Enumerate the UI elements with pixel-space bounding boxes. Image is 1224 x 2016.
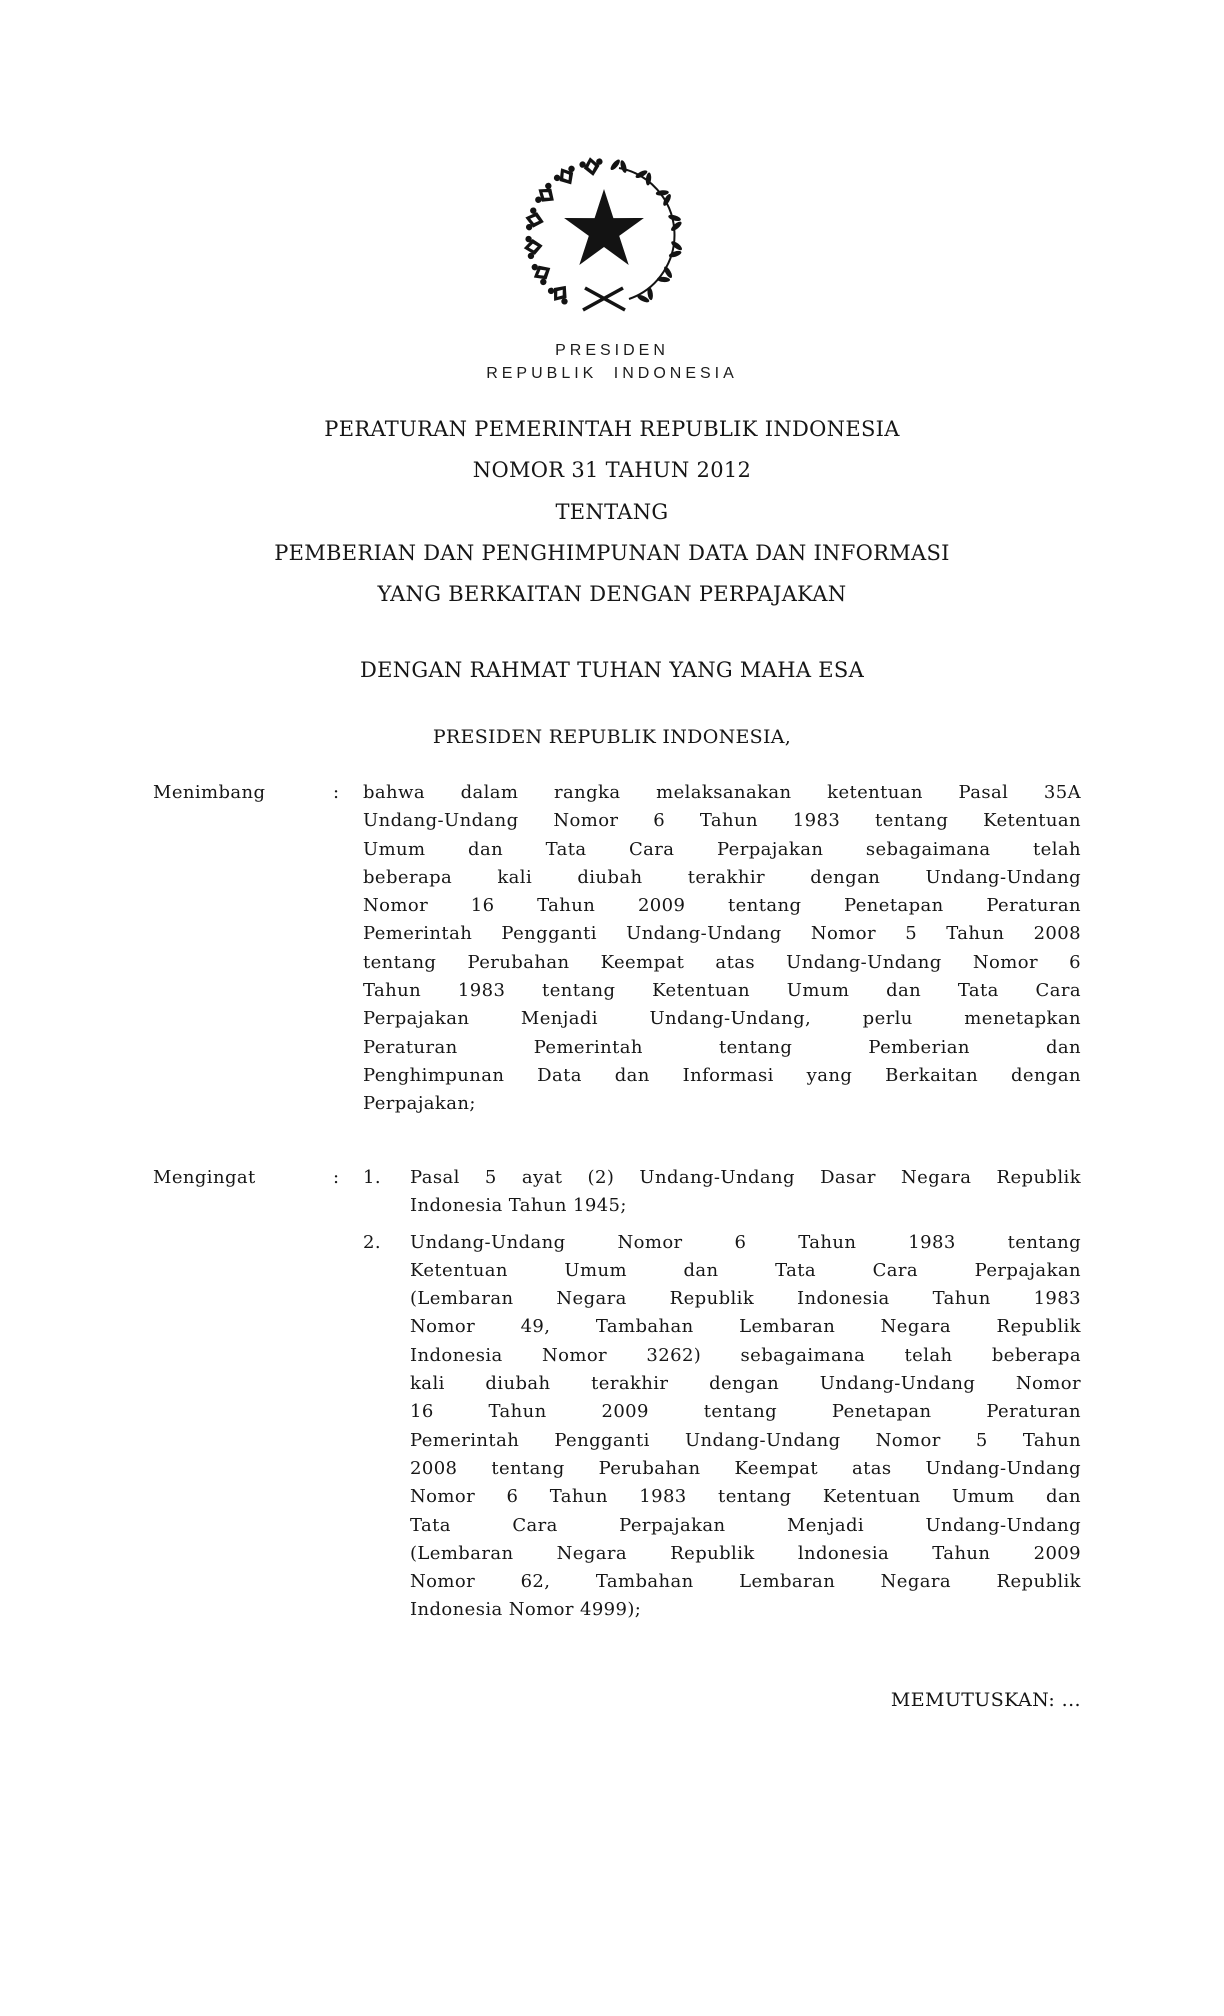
title-line-3: TENTANG (555, 499, 669, 524)
menimbang-line: Perpajakan Menjadi Undang-Undang, perlu menetapkan (363, 1008, 1081, 1030)
mengingat-item-1-line: Indonesia Tahun 1945; (410, 1195, 627, 1217)
mengingat-list (363, 1164, 1081, 1625)
menimbang-line: Nomor 16 Tahun 2009 tentang Penetapan Peraturan (363, 895, 1081, 917)
menimbang-line: Penghimpunan Data dan Informasi yang Berkaitan dengan (363, 1064, 1081, 1086)
mengingat-item-2-line: Indonesia Nomor 4999); (410, 1599, 642, 1621)
mengingat-item-2-line: Undang-Undang Nomor 6 Tahun 1983 tentang (410, 1231, 1081, 1253)
mengingat-item-2-text (410, 1229, 1081, 1625)
menimbang-line: beberapa kali diubah terakhir dengan Undang-Undang (363, 866, 1081, 888)
mengingat-item-2-line: Indonesia Nomor 3262) sebagaimana telah beberapa (410, 1344, 1081, 1366)
mengingat-item-1-line: Pasal 5 ayat (2) Undang-Undang Dasar Negara Republik (410, 1167, 1081, 1188)
menimbang-line: Umum dan Tata Cara Perpajakan sebagaimana telah (363, 838, 1081, 860)
regulation-title (0, 409, 1224, 615)
title-line-4: PEMBERIAN DAN PENGHIMPUNAN DATA DAN INFORMASI (274, 540, 950, 565)
menimbang-line: Peraturan Pemerintah tentang Pemberian dan (363, 1036, 1081, 1058)
title-line-5: YANG BERKAITAN DENGAN PERPAJAKAN (377, 582, 847, 607)
invocation-line: DENGAN RAHMAT TUHAN YANG MAHA ESA (359, 658, 865, 682)
menimbang-line: Pemerintah Pengganti Undang-Undang Nomor 5 Tahun 2008 (363, 923, 1081, 945)
mengingat-label: Mengingat (153, 1167, 256, 1188)
menimbang-label: Menimbang (153, 782, 266, 803)
mengingat-item-2-line: Nomor 49, Tambahan Lembaran Negara Republik (410, 1316, 1081, 1338)
letterhead-presiden: PRESIDEN (555, 342, 669, 359)
letterhead (0, 339, 1224, 385)
menimbang-line: bahwa dalam rangka melaksanakan ketentuan Pasal 35A (363, 782, 1081, 803)
mengingat-clause (153, 1164, 1081, 1625)
mengingat-item-2-line: Nomor 62, Tambahan Lembaran Negara Republik (410, 1571, 1081, 1593)
mengingat-item-2-line: (Lembaran Negara Republik Indonesia Tahun 1983 (410, 1288, 1081, 1310)
menimbang-line: Perpajakan; (363, 1093, 476, 1115)
mengingat-colon: : (333, 1167, 340, 1188)
mengingat-item-2-line: Pemerintah Pengganti Undang-Undang Nomor 5 Tahun (410, 1429, 1081, 1451)
menimbang-paragraph (363, 779, 1081, 1119)
menimbang-colon: : (333, 782, 340, 803)
menimbang-line: tentang Perubahan Keempat atas Undang-Undang Nomor 6 (363, 951, 1081, 973)
memutuskan-line: MEMUTUSKAN: ... (890, 1689, 1081, 1711)
mengingat-item-1-text (410, 1164, 1081, 1221)
mengingat-item-2-line: 16 Tahun 2009 tentang Penetapan Peraturan (410, 1401, 1081, 1423)
mengingat-item-2-line: (Lembaran Negara Republik lndonesia Tahun 2009 (410, 1542, 1081, 1564)
mengingat-item-2-line: 2008 tentang Perubahan Keempat atas Undang-Undang (410, 1457, 1081, 1479)
menimbang-line: Undang-Undang Nomor 6 Tahun 1983 tentang Ketentuan (363, 810, 1081, 832)
presidential-star-wreath-emblem (519, 152, 689, 322)
menimbang-line: Tahun 1983 tentang Ketentuan Umum dan Tata Cara (363, 980, 1081, 1002)
mengingat-item-2-number: 2. (363, 1231, 381, 1253)
mengingat-item-2-line: Ketentuan Umum dan Tata Cara Perpajakan (410, 1259, 1081, 1281)
mengingat-item-2 (363, 1229, 1081, 1625)
mengingat-item-2-line: kali diubah terakhir dengan Undang-Undang Nomor (410, 1373, 1081, 1395)
title-line-1: PERATURAN PEMERINTAH REPUBLIK INDONESIA (324, 417, 900, 441)
mengingat-item-2-line: Nomor 6 Tahun 1983 tentang Ketentuan Umum dan (410, 1486, 1081, 1508)
mengingat-item-1 (363, 1164, 1081, 1221)
enacting-authority-line: PRESIDEN REPUBLIK INDONESIA, (432, 726, 792, 748)
mengingat-item-1-number: 1. (363, 1167, 381, 1188)
menimbang-clause (153, 779, 1081, 1119)
mengingat-item-2-line: Tata Cara Perpajakan Menjadi Undang-Undang (410, 1514, 1081, 1536)
letterhead-republik-indonesia: REPUBLIK INDONESIA (486, 365, 738, 382)
title-line-2: NOMOR 31 TAHUN 2012 (472, 458, 752, 483)
